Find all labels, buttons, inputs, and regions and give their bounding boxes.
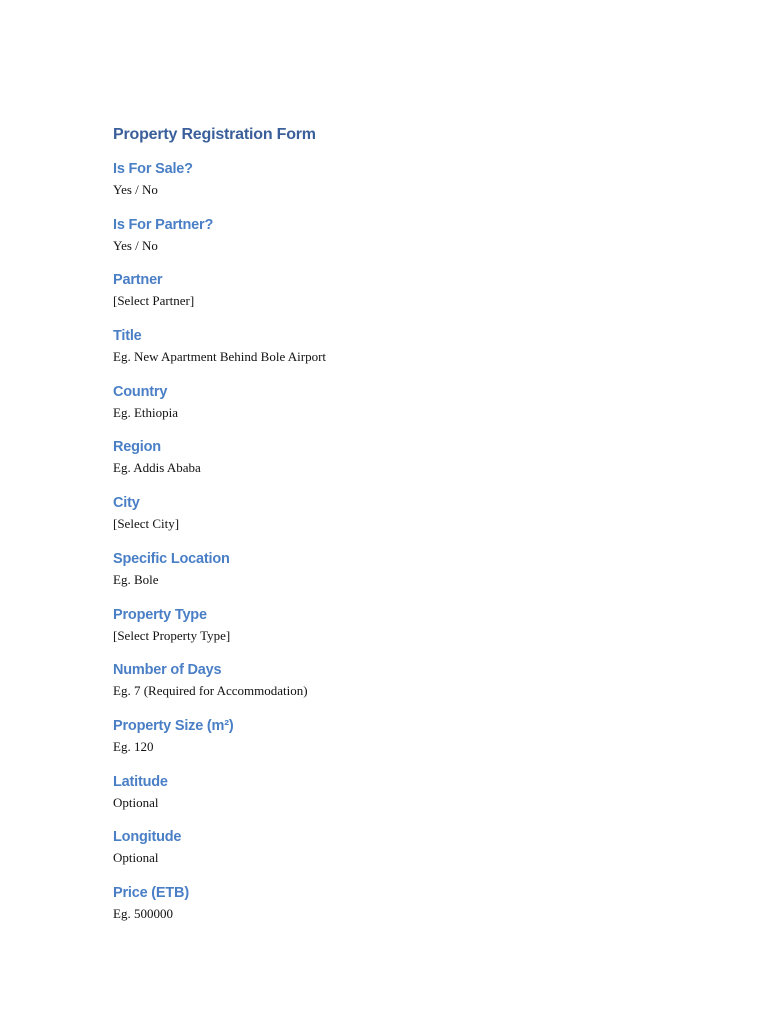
field-label: City [113,495,140,512]
field-number-of-days [113,660,673,716]
field-title [113,326,673,382]
field-label: Property Type [113,606,207,623]
field-label: Partner [113,272,163,289]
field-value: Eg. New Apartment Behind Bole Airport [113,349,327,365]
field-label: Price (ETB) [113,884,189,901]
field-value: Eg. 500000 [113,905,173,921]
field-partner [113,270,673,326]
field-latitude [113,772,673,828]
field-country [113,382,673,438]
field-is-for-sale [113,159,673,215]
field-value: Eg. Bole [113,571,159,587]
field-value: [Select Partner] [113,293,195,309]
form-title: Property Registration Form [113,126,316,143]
field-longitude [113,827,673,883]
field-label: Is For Sale? [113,161,193,177]
field-is-for-partner [113,215,673,271]
field-label: Is For Partner? [113,216,214,233]
document-page [113,122,673,939]
field-label: Country [113,383,168,400]
field-label: Property Size (m²) [113,717,234,734]
field-value: Eg. 120 [113,738,154,754]
field-label: Latitude [113,773,168,790]
field-value: Yes / No [113,237,158,253]
field-region [113,437,673,493]
field-value: Optional [113,794,159,810]
field-label: Specific Location [113,550,230,567]
field-specific-location [113,549,673,605]
field-price [113,883,673,939]
field-value: [Select City] [113,516,180,532]
field-value: Eg. Ethiopia [113,404,178,420]
field-label: Region [113,439,161,456]
field-label: Longitude [113,829,182,846]
field-property-type [113,605,673,661]
field-value: Optional [113,850,159,866]
field-label: Title [113,328,142,345]
field-property-size [113,716,673,772]
field-value: Yes / No [113,182,158,197]
field-value: Eg. Addis Ababa [113,460,201,476]
field-label: Number of Days [113,662,222,679]
field-city [113,493,673,549]
field-value: Eg. 7 (Required for Accommodation) [113,683,308,699]
field-value: [Select Property Type] [113,627,231,643]
